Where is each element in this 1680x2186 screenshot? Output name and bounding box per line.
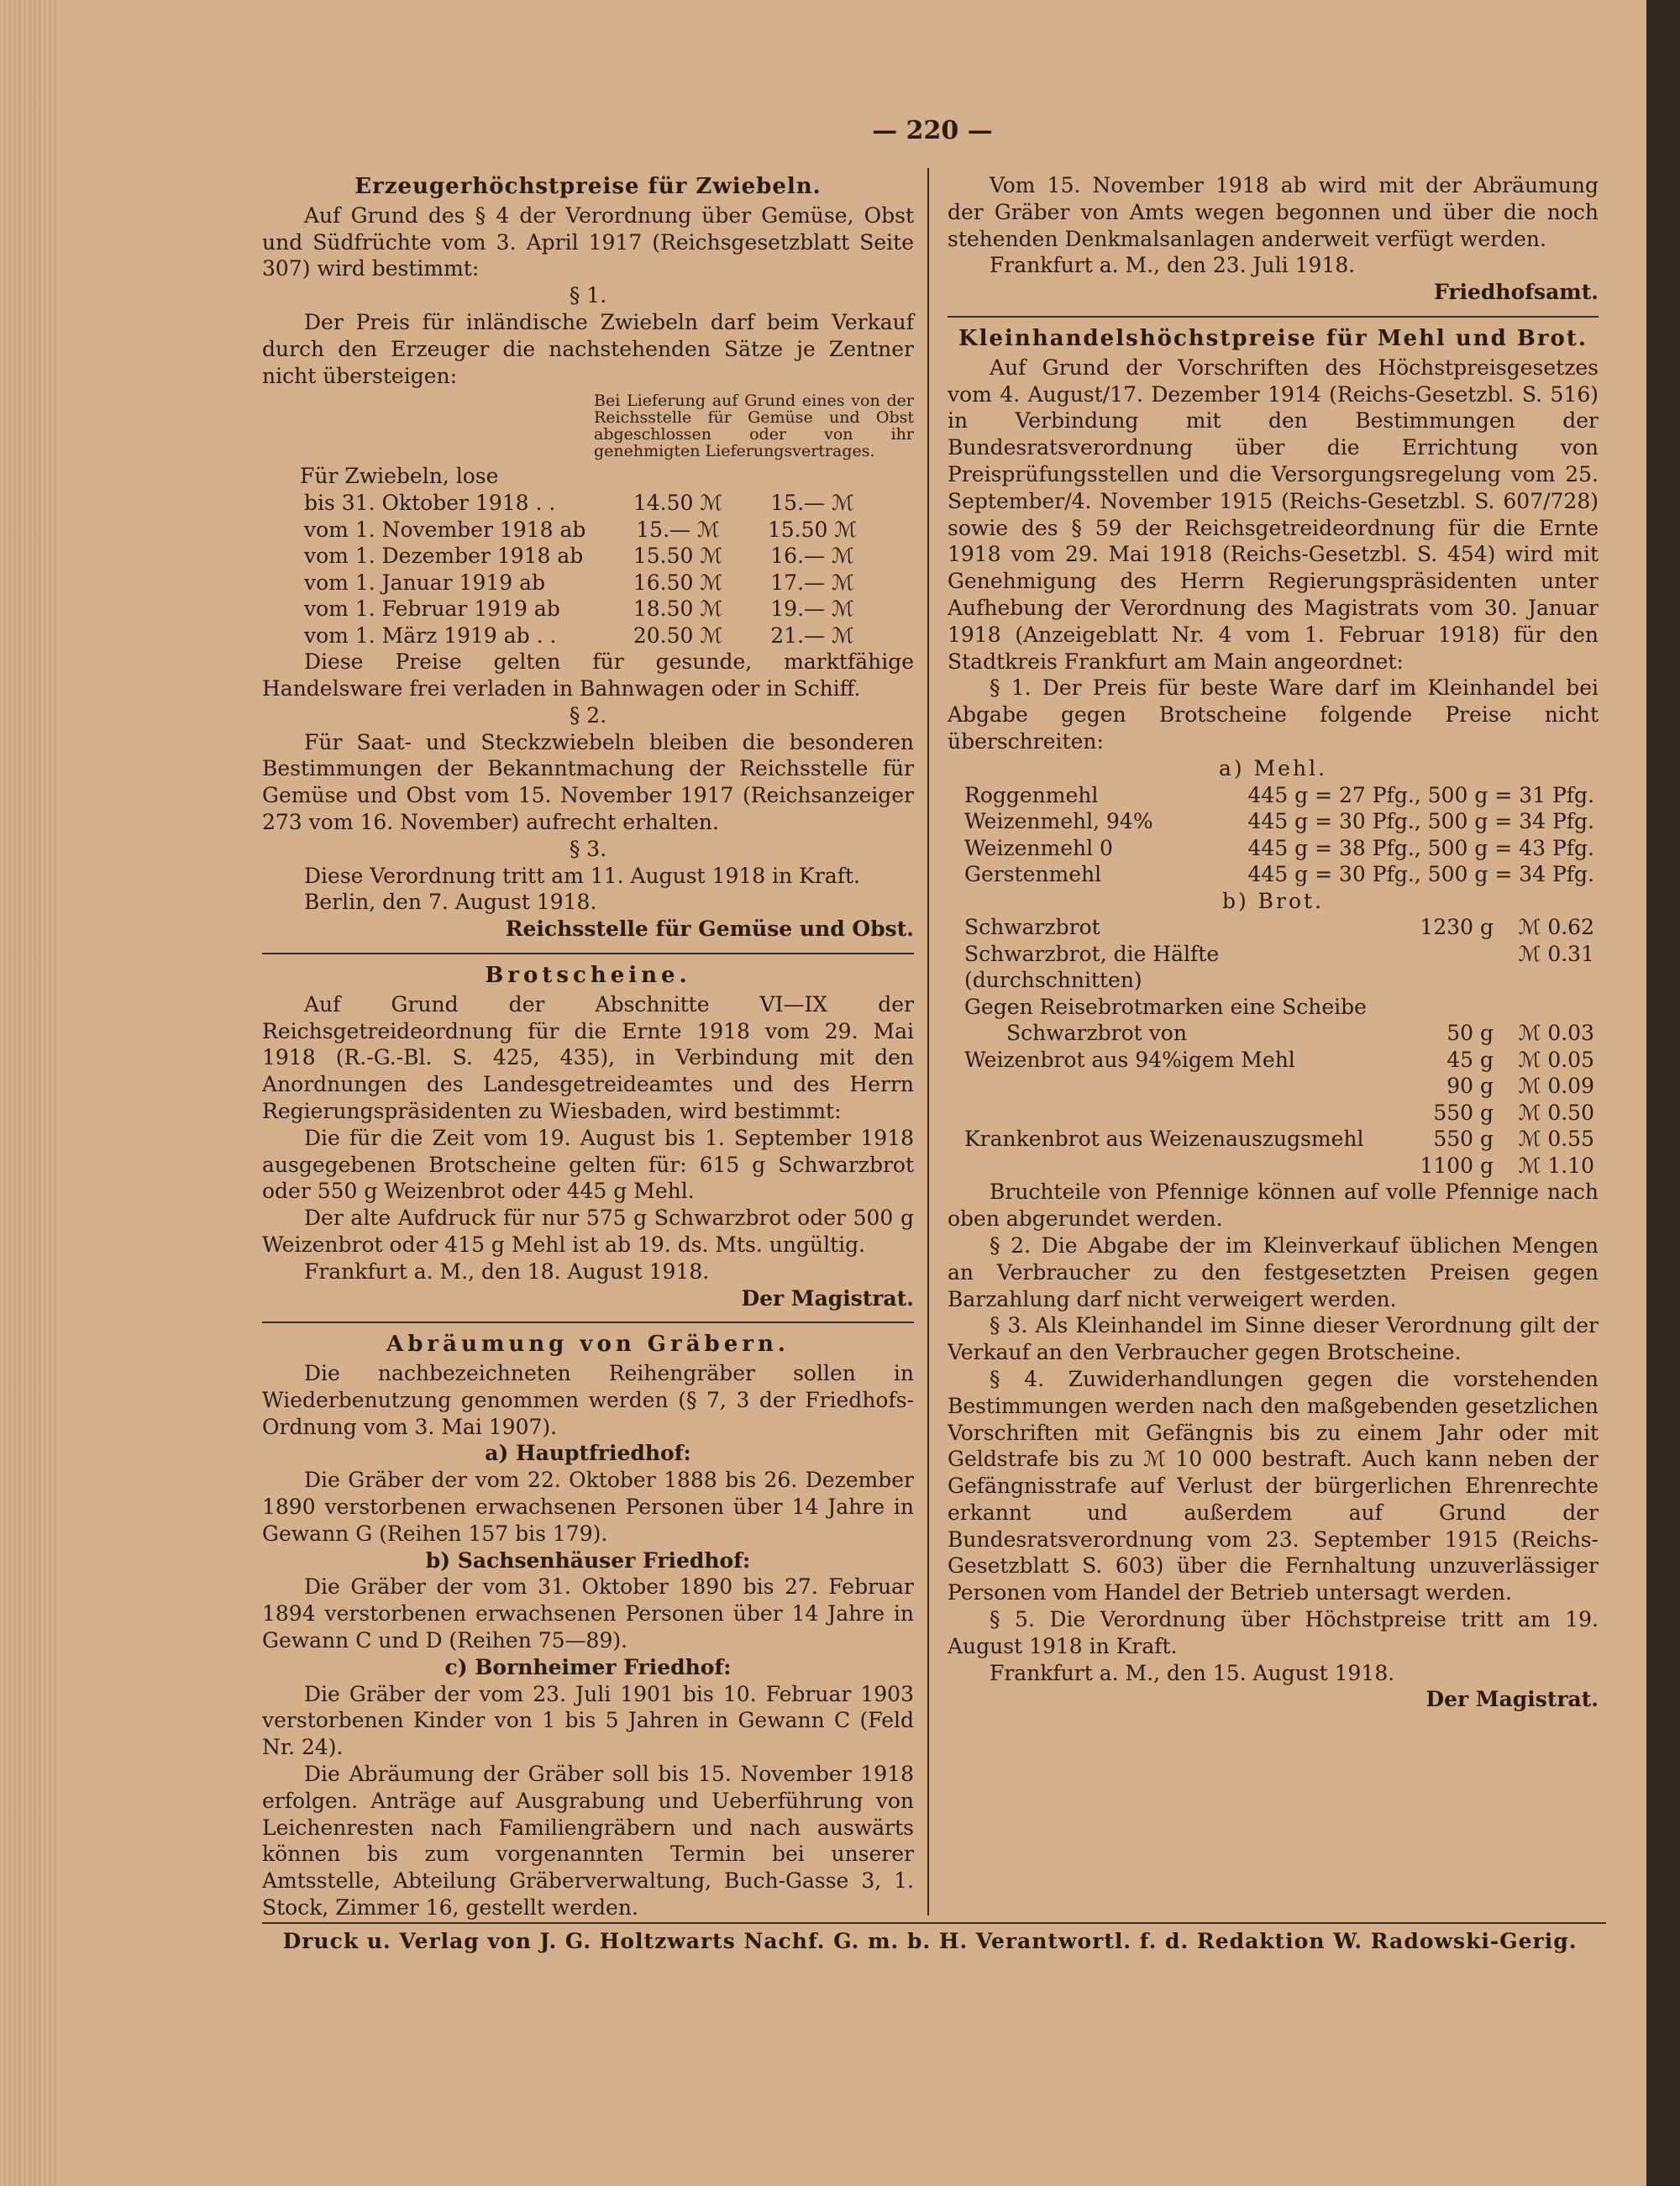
graeber-signature: Friedhofsamt. — [1434, 280, 1599, 305]
brot-row: 1100 g ℳ 1.10 — [1420, 1153, 1594, 1178]
brot-row: 90 g ℳ 0.09 — [1446, 1074, 1594, 1099]
brotscheine-signature: Der Magistrat. — [741, 1285, 914, 1311]
graeber-a: a) Hauptfriedhof: — [485, 1441, 691, 1466]
mehl-brot-signature: Der Magistrat. — [1425, 1687, 1599, 1712]
column-divider — [927, 168, 929, 1915]
mehl-brot-s2: § 2. Die Abgabe der im Kleinverkauf üblichen Mengen an Verbraucher zu den festgesetzten Preisen gegen Barzahlung darf nicht verweigert werden. — [948, 1232, 1599, 1311]
price-row: vom 1. Februar 1919 ab 18.50 ℳ 19.— ℳ — [304, 596, 854, 622]
section-rule — [948, 316, 1599, 318]
brot-row: Schwarzbrot, die Hälfte (durchschnitten) ℳ 0.31 — [964, 941, 1594, 993]
mehl-brot-s5: § 5. Die Verordnung über Höchstpreise tritt am 19. August 1918 in Kraft. — [948, 1607, 1599, 1658]
zwiebeln-place: Berlin, den 7. August 1918. — [304, 890, 597, 915]
mehl-brot-s3: § 3. Als Kleinhandel im Sinne dieser Verordnung gilt der Verkauf an den Verbraucher gegen Brotscheine. — [948, 1313, 1599, 1365]
zwiebeln-note: Bei Lieferung auf Grund eines von der Reichsstelle für Gemüse und Obst abgeschlossen oder von ihr genehmigten Lieferungsvertrages. — [594, 391, 914, 461]
zwiebeln-signature: Reichsstelle für Gemüse und Obst. — [505, 917, 914, 942]
graeber-pa: Die Gräber der vom 22. Oktober 1888 bis 26. Dezember 1890 verstorbenen erwachsenen Personen über 14 Jahre in Gewann G (Reihen 157 bis 179). — [262, 1468, 914, 1546]
zwiebeln-price-table — [262, 490, 914, 649]
mehl-row: Weizenmehl, 94% 445 g = 30 Pfg., 500 g = 34 Pfg. — [964, 809, 1594, 834]
zwiebeln-intro: Auf Grund des § 4 der Verordnung über Gemüse, Obst und Südfrüchte vom 3. April 1917 (Reichsgesetzblatt Seite 307) wird bestimmt: — [262, 202, 914, 281]
brot-row: Krankenbrot aus Weizenauszugsmehl 550 g ℳ 0.55 — [964, 1127, 1594, 1152]
brot-heading: b) Brot. — [1221, 888, 1325, 913]
imprint-footer: Druck u. Verlag von J. G. Holtzwarts Nachf. G. m. b. H. Verantwortl. f. d. Redaktion W. Radowski-Gerig. — [282, 1929, 1578, 1953]
brot-row: Gegen Reisebrotmarken eine Scheibe — [964, 994, 1367, 1019]
mehl-brot-title: Kleinhandelshöchstpreise für Mehl und Brot. — [958, 325, 1588, 351]
mehl-row: Gerstenmehl 445 g = 30 Pfg., 500 g = 34 Pfg. — [964, 862, 1594, 887]
footer-rule — [262, 1922, 1606, 1924]
brotscheine-p2: Die für die Zeit vom 19. August bis 1. September 1918 ausgegebenen Brotscheine gelten für: 615 g Schwarzbrot oder 550 g Weizenbrot oder 445 g Mehl. — [262, 1125, 914, 1204]
mehl-price-table — [948, 782, 1599, 888]
graeber-pc: Die Gräber der vom 23. Juli 1901 bis 10. Februar 1903 verstorbenen Kinder von 1 bis 5 Jahren in Gewann C (Feld Nr. 24). — [262, 1681, 914, 1760]
section-rule — [262, 953, 914, 954]
zwiebeln-title: Erzeugerhöchstpreise für Zwiebeln. — [354, 174, 822, 199]
brotscheine-p1: Auf Grund der Abschnitte VI—IX der Reichsgetreideordnung für die Ernte 1918 vom 29. Mai 1918 (R.-G.-Bl. S. 425, 435), in Verbindung mit den Anordnungen des Landesgetreideamtes und des Herrn Regierungspräsidenten zu Wiesbaden, wird bestimmt: — [262, 991, 914, 1123]
price-row: vom 1. März 1919 ab . . 20.50 ℳ 21.— ℳ — [304, 623, 854, 648]
price-row: bis 31. Oktober 1918 . . 14.50 ℳ 15.— ℳ — [304, 491, 854, 516]
zwiebeln-p2: Für Saat- und Steckzwiebeln bleiben die besonderen Bestimmungen der Bekanntmachung der Reichsstelle für Gemüse und Obst vom 15. November 1917 (Reichsanzeiger 273 vom 16. November) aufrecht erhalten. — [262, 729, 914, 834]
price-row: vom 1. Januar 1919 ab 16.50 ℳ 17.— ℳ — [304, 570, 854, 595]
brotscheine-p3: Der alte Aufdruck für nur 575 g Schwarzbrot oder 500 g Weizenbrot oder 415 g Mehl ist ab 19. ds. Mts. ungültig. — [262, 1206, 914, 1257]
brot-row: Weizenbrot aus 94%igem Mehl 45 g ℳ 0.05 — [964, 1047, 1594, 1072]
brot-price-table — [948, 914, 1599, 1179]
graeber-b: b) Sachsenhäuser Friedhof: — [425, 1548, 751, 1573]
brot-row: Schwarzbrot 1230 g ℳ 0.62 — [964, 915, 1594, 940]
brotscheine-title: Brotscheine. — [485, 962, 691, 988]
mehl-heading: a) Mehl. — [1218, 755, 1328, 780]
brot-row: Schwarzbrot von 50 g ℳ 0.03 — [1006, 1021, 1594, 1046]
zwiebeln-s2: § 2. — [569, 702, 607, 728]
mehl-row: Weizenmehl 0 445 g = 38 Pfg., 500 g = 43 Pfg. — [964, 835, 1594, 860]
price-row: vom 1. November 1918 ab 15.— ℳ 15.50 ℳ — [304, 517, 858, 542]
section-rule — [262, 1322, 914, 1323]
left-column — [262, 172, 914, 1921]
mehl-brot-intro: Auf Grund der Vorschriften des Höchstpreisgesetzes vom 4. August/17. Dezember 1914 (Reichs-Gesetzbl. S. 516) in Verbindung mit den Bestimmungen der Bundesratsverordnung über die Errichtung von Preisprüfungsstellen und die Versorgungsregelung vom 25. September/4. November 1915 (Reichs-Gesetzbl. S. 607/728) sowie des § 59 der Reichsgetreideordnung für die Ernte 1918 vom 29. Mai 1918 (Reichs-Gesetzbl. S. 454) wird mit Genehmigung des Herrn Regierungspräsidenten unter Aufhebung der Verordnung des Magistrats vom 30. Januar 1918 (Anzeigeblatt Nr. 4 vom 1. Februar 1918) für den Stadtkreis Frankfurt am Main angeordnet: — [948, 355, 1599, 674]
price-row: vom 1. Dezember 1918 ab 15.50 ℳ 16.— ℳ — [304, 544, 854, 569]
brotscheine-place: Frankfurt a. M., den 18. August 1918. — [304, 1259, 710, 1284]
mehl-brot-place: Frankfurt a. M., den 15. August 1918. — [990, 1660, 1395, 1685]
graeber-title: Abräumung von Gräbern. — [386, 1332, 790, 1358]
graeber-p-end: Die Abräumung der Gräber soll bis 15. November 1918 erfolgen. Anträge auf Ausgrabung und Ueberführung von Leichenresten nach Familiengräbern und nach auswärts können bis zum vorgenannten Termin bei unserer Amtsstelle, Abteilung Gräberverwaltung, Buch-Gasse 3, 1. Stock, Zimmer 16, gestellt werden. — [262, 1762, 914, 1921]
zwiebeln-table-head: Für Zwiebeln, lose — [300, 464, 499, 489]
zwiebeln-s3: § 3. — [569, 836, 607, 861]
zwiebeln-s1: § 1. — [569, 283, 607, 308]
zwiebeln-p3: Diese Verordnung tritt am 11. August 1918 in Kraft. — [304, 863, 860, 888]
brot-row: 550 g ℳ 0.50 — [1433, 1100, 1594, 1125]
mehl-brot-s4: § 4. Zuwiderhandlungen gegen die vorstehenden Bestimmungen werden nach den maßgebenden gesetzlichen Vorschriften mit Gefängnis bis zu einem Jahr oder mit Geldstrafe bis zu ℳ 10 000 bestraft. Auch kann neben der Gefängnisstrafe auf Verlust der bürgerlichen Ehrenrechte erkannt und außerdem auf Grund der Bundesratsverordnung vom 23. September 1915 (Reichs-Gesetzblatt S. 603) über die Fernhaltung unzuverlässiger Personen vom Handel der Betrieb untersagt werden. — [948, 1366, 1599, 1605]
graeber-pb: Die Gräber der vom 31. Oktober 1890 bis 27. Februar 1894 verstorbenen erwachsenen Personen über 14 Jahre in Gewann C und D (Reihen 75—89). — [262, 1574, 914, 1653]
mehl-brot-bruch: Bruchteile von Pfennige können auf volle Pfennige nach oben abgerundet werden. — [948, 1180, 1599, 1232]
mehl-brot-s1: § 1. Der Preis für beste Ware darf im Kleinhandel bei Abgabe gegen Brotscheine folgende Preise nicht überschreiten: — [948, 675, 1599, 754]
zwiebeln-p-after: Diese Preise gelten für gesunde, marktfähige Handelsware frei verladen in Bahnwagen oder in Schiff. — [262, 649, 914, 701]
book-binding-edge — [1646, 0, 1680, 2186]
mehl-row: Roggenmehl 445 g = 27 Pfg., 500 g = 31 Pfg. — [964, 782, 1594, 807]
graeber-p-last: Vom 15. November 1918 ab wird mit der Abräumung der Gräber von Amts wegen begonnen und über die noch stehenden Denkmalsanlagen anderweit verfügt werden. — [948, 173, 1599, 251]
zwiebeln-p1: Der Preis für inländische Zwiebeln darf beim Verkauf durch den Erzeuger die nachstehenden Sätze je Zentner nicht übersteigen: — [262, 309, 914, 388]
page-edge-leaves — [0, 0, 59, 2186]
graeber-p1: Die nachbezeichneten Reihengräber sollen in Wiederbenutzung genommen werden (§ 7, 3 der Friedhofs-Ordnung vom 3. Mai 1907). — [262, 1361, 914, 1439]
graeber-place: Frankfurt a. M., den 23. Juli 1918. — [990, 253, 1356, 278]
right-column — [948, 172, 1599, 1713]
graeber-c: c) Bornheimer Friedhof: — [444, 1654, 732, 1679]
page-number: — 220 — — [872, 116, 993, 145]
